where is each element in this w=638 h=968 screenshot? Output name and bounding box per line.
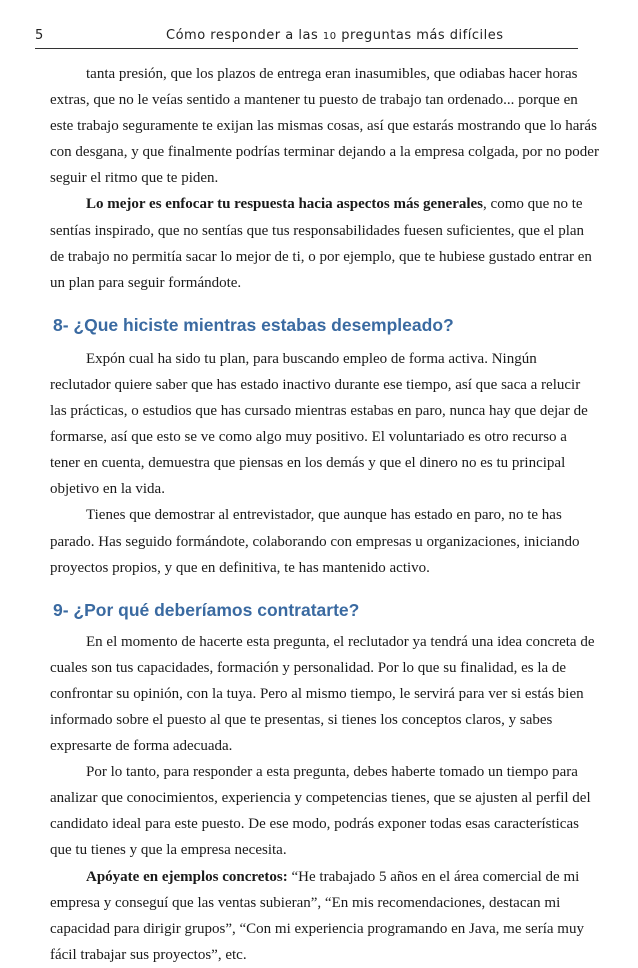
- running-title-end: preguntas más difíciles: [341, 28, 504, 43]
- section-9-paragraph-3: [50, 864, 600, 968]
- section-9-heading: 9- ¿Por qué deberíamos contratarte?: [53, 599, 360, 620]
- intro-paragraph-1: tanta presión, que los plazos de entrega eran inasumibles, que odiabas hacer horas extras, que no le veías sentido a mantener tu puesto de trabajo tan ordenado... porque en este trabajo seguramente te exijan las mismas cosas, así que estarás mostrando que lo harás con desgana, y que finalmente podrías terminar dejando a la empresa colgada, por no poder seguir el ritmo que te piden.: [50, 66, 599, 187]
- intro-paragraph-2: [50, 191, 600, 295]
- page-number: 5: [35, 28, 44, 43]
- section-9-paragraph-3-emphasis: Apóyate en ejemplos concretos:: [86, 868, 288, 885]
- running-title: [166, 28, 504, 43]
- running-title-start: Cómo responder a las: [166, 28, 319, 43]
- page-body: [50, 61, 600, 968]
- section-8-paragraph-1: Expón cual ha sido tu plan, para buscando empleo de forma activa. Ningún reclutador quiere saber que has estado inactivo durante ese tiempo, así que saca a relucir las prácticas, o estudios que has cursado mientras estabas en paro, nunca hay que dejar de formarse, así que esto se ve como algo muy positivo. El voluntariado es otro recurso a tener en cuenta, demuestra que piensas en los demás y que el dinero no es tu principal objetivo en la vida.: [50, 350, 588, 498]
- page-header: [35, 28, 578, 49]
- intro-paragraph-2-text: , como que no te sentías inspirado, que no sentías que tus responsabilidades fuesen suficientes, que el plan de trabajo no permitía sacar lo mejor de ti, o por ejemplo, que te hubiese gustado entrar en un plan para seguir formándote.: [50, 196, 592, 291]
- section-9-paragraph-2: Por lo tanto, para responder a esta pregunta, debes haberte tomado un tiempo para analizar que conocimientos, experiencia y competencias tienes, que se ajusten al perfil del candidato ideal para este puesto. De ese modo, podrás exponer todas esas características que tu tienes y que la empresa necesita.: [50, 764, 591, 859]
- section-9-paragraph-1: En el momento de hacerte esta pregunta, el reclutador ya tendrá una idea concreta de cuales son tus capacidades, formación y personalidad. Por lo que su finalidad, es la de confrontar su opinión, con la tuya. Pero al mismo tiempo, le servirá para ver si estás bien informado sobre el puesto al que te presentas, si tienes los conceptos claros, y sabes expresarte de forma adecuada.: [50, 633, 595, 755]
- intro-paragraph-2-emphasis: Lo mejor es enfocar tu respuesta hacia aspectos más generales: [86, 196, 484, 213]
- section-8-heading: 8- ¿Que hiciste mientras estabas desempleado?: [53, 314, 454, 335]
- running-title-number: 10: [322, 31, 337, 42]
- section-9-paragraph-3-text: “He trabajado 5 años en el área comercial de mi empresa y conseguí que las ventas subieran”, “En mis recomendaciones, destacan mi capacidad para dirigir grupos”, “Con mi experiencia programando en Java, me sería muy fácil trabajar sus proyectos”, etc.: [50, 868, 584, 963]
- section-8-paragraph-2: Tienes que demostrar al entrevistador, que aunque has estado en paro, no te has parado. Has seguido formándote, colaborando con empresas u organizaciones, iniciando proyectos propios, y que en definitiva, te has mantenido activo.: [50, 507, 580, 576]
